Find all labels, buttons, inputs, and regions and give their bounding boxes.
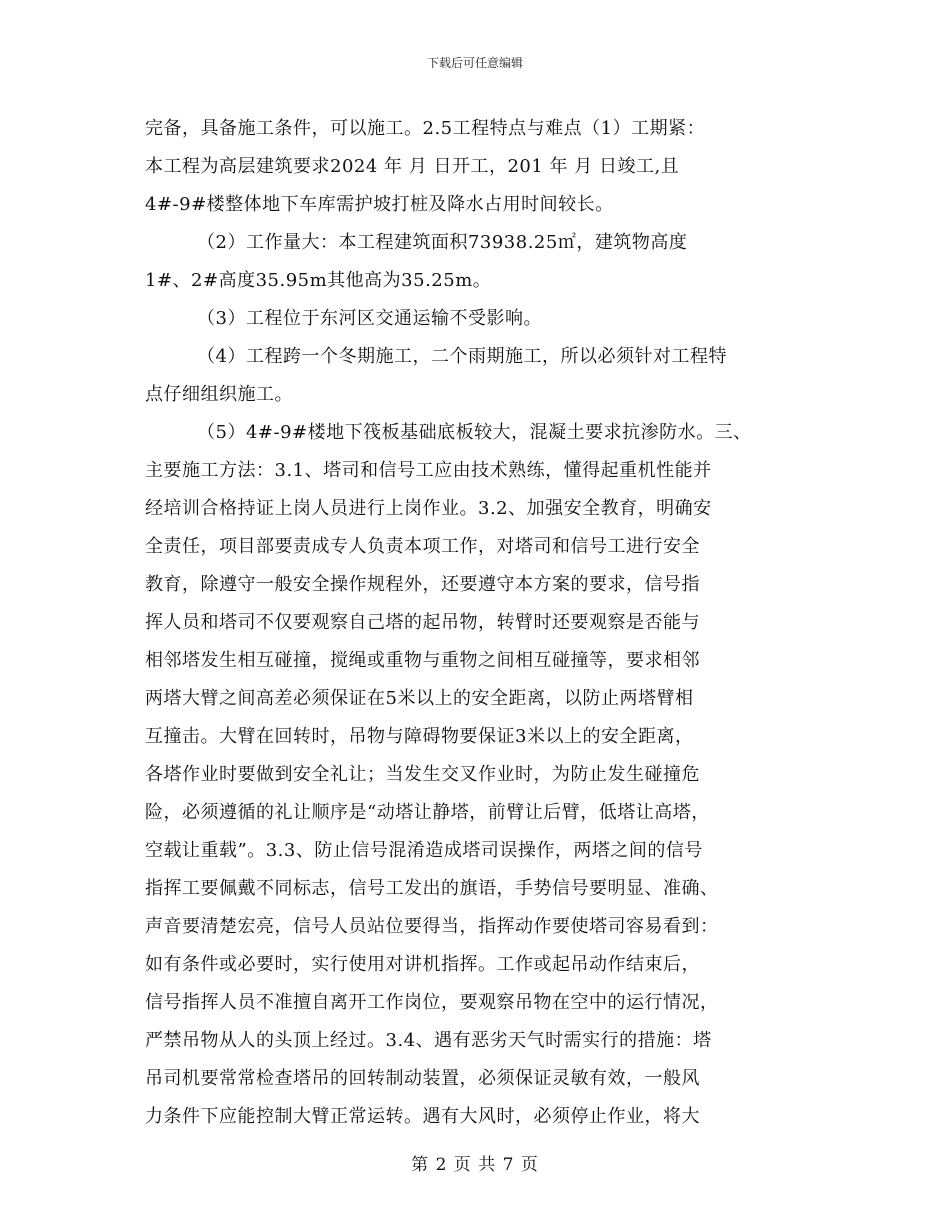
text-line: 1#、2#高度35.95m其他高为35.25m。 xyxy=(145,270,492,291)
text-line: （5）4#-9#楼地下筏板基础底板较大，混凝土要求抗渗防水。三、 xyxy=(197,422,752,443)
text-line: 各塔作业时要做到安全礼让；当发生交叉作业时，为防止发生碰撞危 xyxy=(145,764,700,785)
text-line: 挥人员和塔司不仅要观察自己塔的起吊物，转臂时还要观察是否能与 xyxy=(145,612,700,633)
page-header: 下载后可任意编辑 xyxy=(426,56,523,70)
text-line: 空载让重载”。3.3、防止信号混淆造成塔司误操作，两塔之间的信号 xyxy=(145,840,703,861)
text-line: 完备，具备施工条件，可以施工。2.5工程特点与难点（1）工期紧： xyxy=(145,118,706,139)
text-line: （3）工程位于东河区交通运输不受影响。 xyxy=(197,308,542,329)
text-line: 信号指挥人员不准擅自离开工作岗位，要观察吊物在空中的运行情况， xyxy=(145,992,719,1013)
text-line: 经培训合格持证上岗人员进行上岗作业。3.2、加强安全教育，明确安 xyxy=(145,498,712,519)
text-line: 相邻塔发生相互碰撞，搅绳或重物与重物之间相互碰撞等，要求相邻 xyxy=(145,650,700,671)
document-body xyxy=(145,110,810,1136)
text-line: 如有条件或必要时，实行使用对讲机指挥。工作或起吊动作结束后， xyxy=(145,954,700,975)
text-line: 吊司机要常常检查塔吊的回转制动装置，必须保证灵敏有效，一般风 xyxy=(145,1068,700,1089)
text-line: 两塔大臂之间高差必须保证在5米以上的安全距离，以防止两塔臂相 xyxy=(145,688,694,709)
text-line: 险，必须遵循的礼让顺序是“动塔让静塔，前臂让后臂，低塔让高塔， xyxy=(145,802,710,823)
text-line: 4#-9#楼整体地下车库需护坡打桩及降水占用时间较长。 xyxy=(145,194,614,215)
text-line: 力条件下应能控制大臂正常运转。遇有大风时，必须停止作业，将大 xyxy=(145,1106,700,1127)
text-line: 点仔细组织施工。 xyxy=(145,384,293,405)
text-line: 教育，除遵守一般安全操作规程外，还要遵守本方案的要求，信号指 xyxy=(145,574,700,595)
page-number: 第 2 页 共 7 页 xyxy=(411,1155,539,1175)
text-line: （2）工作量大：本工程建筑面积73938.25㎡，建筑物高度 xyxy=(197,232,688,253)
text-line: 本工程为高层建筑要求2024 年 月 日开工，201 年 月 日竣工,且 xyxy=(145,156,680,177)
text-line: 互撞击。大臂在回转时，吊物与障碍物要保证3米以上的安全距离， xyxy=(145,726,694,747)
text-line: 声音要清楚宏亮，信号人员站位要得当，指挥动作要使塔司容易看到： xyxy=(145,916,719,937)
text-line: 主要施工方法：3.1、塔司和信号工应由技术熟练，懂得起重机性能并 xyxy=(145,460,712,481)
text-line: （4）工程跨一个冬期施工，二个雨期施工，所以必须针对工程特 xyxy=(197,346,727,367)
text-line: 全责任，项目部要责成专人负责本项工作，对塔司和信号工进行安全 xyxy=(145,536,700,557)
text-line: 指挥工要佩戴不同标志，信号工发出的旗语，手势信号要明显、准确、 xyxy=(145,878,719,899)
text-line: 严禁吊物从人的头顶上经过。3.4、遇有恶劣天气时需实行的措施：塔 xyxy=(145,1030,712,1051)
